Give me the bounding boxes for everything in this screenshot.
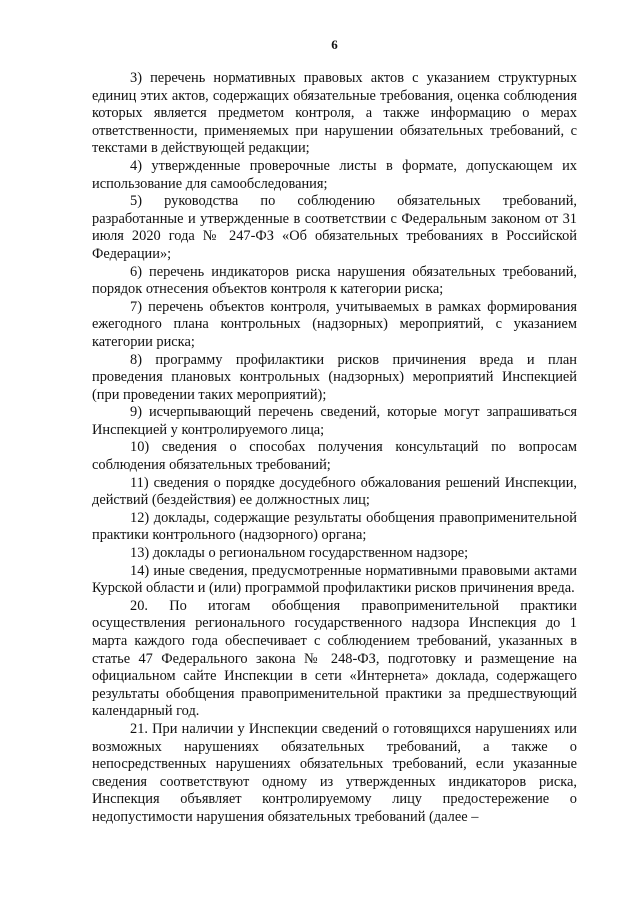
paragraph-item-12: 12) доклады, содержащие результаты обобщения правоприменительной практики контрольного (надзорного) органа;	[92, 509, 577, 544]
paragraph-item-5: 5) руководства по соблюдению обязательных требований, разработанные и утвержденные в соответствии с Федеральным законом от 31 июля 2020 года № 247-ФЗ «Об обязательных требованиях в Российской Федерации»;	[92, 193, 577, 262]
clause-21: 21. При наличии у Инспекции сведений о готовящихся нарушениях или возможных нарушениях обязательных требований, а также о непосредственных нарушениях обязательных требований, если указанные сведения соответствуют одному из утвержденных индикаторов риска, Инспекция объявляет контролируемому лицу предостережение о недопустимости нарушения обязательных требований (далее –	[92, 720, 577, 825]
paragraph-item-3: 3) перечень нормативных правовых актов с указанием структурных единиц этих актов, содержащих обязательные требования, оценка соблюдения которых является предметом контроля, а также информацию о мерах ответственности, применяемых при нарушении обязательных требований, с текстами в действующей редакции;	[92, 70, 577, 157]
paragraph-item-7: 7) перечень объектов контроля, учитываемых в рамках формирования ежегодного плана контрольных (надзорных) мероприятий, с указанием категории риска;	[92, 298, 577, 350]
paragraph-item-11: 11) сведения о порядке досудебного обжалования решений Инспекции, действий (бездействия) ее должностных лиц;	[92, 474, 577, 509]
paragraph-item-6: 6) перечень индикаторов риска нарушения обязательных требований, порядок отнесения объектов контроля к категории риска;	[92, 263, 577, 298]
paragraph-item-8: 8) программу профилактики рисков причинения вреда и план проведения плановых контрольных (надзорных) мероприятий Инспекцией (при проведении таких мероприятий);	[92, 351, 577, 403]
page-number: 6	[331, 37, 338, 52]
paragraph-item-10: 10) сведения о способах получения консультаций по вопросам соблюдения обязательных требований;	[92, 439, 577, 474]
paragraph-item-9: 9) исчерпывающий перечень сведений, которые могут запрашиваться Инспекцией у контролируемого лица;	[92, 404, 577, 438]
clause-20: 20. По итогам обобщения правоприменительной практики осуществления регионального государственного надзора Инспекция до 1 марта каждого года обеспечивает с соблюдением требований, указанных в статье 47 Федерального закона № 248-ФЗ, подготовку и размещение на официальном сайте Инспекции в сети «Интернета» доклада, содержащего результаты обобщения правоприменительной практики за предшествующий календарный год.	[92, 597, 577, 720]
paragraph-item-4: 4) утвержденные проверочные листы в формате, допускающем их использование для самообследования;	[92, 157, 577, 192]
paragraph-item-13: 13) доклады о региональном государственном надзоре;	[130, 545, 469, 562]
paragraph-item-14: 14) иные сведения, предусмотренные нормативными правовыми актами Курской области и (или) программой профилактики рисков причинения вреда.	[92, 562, 577, 597]
